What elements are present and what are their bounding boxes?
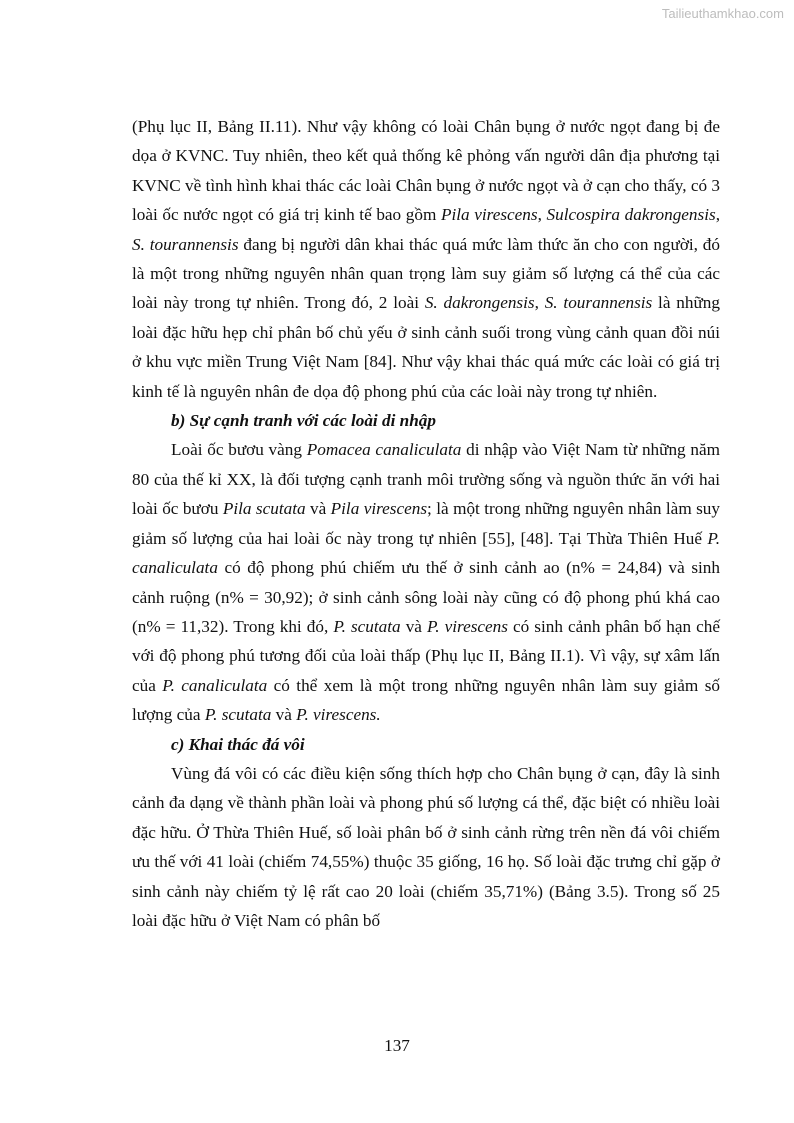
species-name: S. dakrongensis xyxy=(424,293,535,313)
text-run: là những loài đặc hữu hẹp chỉ phân bố chủ yếu ở sinh cảnh suối trong vùng cảnh quan đồi núi ở khu vực miền Trung Việt Nam [84]. Như vậy khai thác quá mức các loài có giá trị kinh tế là nguyên nhân đe dọa độ phong phú của các loài này trong tự nhiên. xyxy=(132,293,720,401)
page-body xyxy=(132,112,720,935)
text-run: và xyxy=(400,616,427,636)
species-name: Pomacea canaliculata xyxy=(306,440,462,460)
species-name: Pila virescens xyxy=(330,499,428,519)
text-run: có thể xem là một trong những nguyên nhân làm suy giảm số lượng của xyxy=(132,675,720,725)
text-run: (Phụ lục II, Bảng II.11). Như vậy không có loài Chân bụng ở nước ngọt đang bị đe dọa ở KVNC. Tuy nhiên, theo kết quả thống kê phỏng vấn người dân địa phương tại KVNC về tình hình khai thác các loài Chân bụng ở nước ngọt và ở cạn cho thấy, có 3 loài ốc nước ngọt có giá trị kinh tế bao gồm xyxy=(132,117,720,225)
species-name: P. virescens. xyxy=(296,705,381,725)
text-run: có độ phong phú chiếm ưu thế ở sinh cảnh ao (n% = 24,84) và sinh cảnh ruộng (n% = 30,92); ở sinh cảnh sông loài này cũng có độ phong phú khá cao (n% = 11,32). Trong khi đó, xyxy=(132,558,720,636)
body-paragraph xyxy=(132,435,720,729)
species-name: P. canaliculata xyxy=(132,528,720,578)
watermark: Tailieuthamkhao.com xyxy=(661,6,784,21)
text-run: , xyxy=(537,205,547,225)
text-run: và xyxy=(271,705,297,725)
text-run: Loài ốc bươu vàng xyxy=(171,440,307,460)
text-run: ; là một trong những nguyên nhân làm suy giảm số lượng của hai loài ốc này trong tự nhiên [55], [48]. Tại Thừa Thiên Huế xyxy=(132,499,720,548)
text-run: Vùng đá vôi có các điều kiện sống thích hợp cho Chân bụng ở cạn, đây là sinh cảnh đa dạng về thành phần loài và phong phú số lượng cá thể, đặc biệt có nhiều loài đặc hữu. Ở Thừa Thiên Huế, số loài phân bố ở sinh cảnh rừng trên nền đá vôi chiếm ưu thế với 41 loài (chiếm 74,55%) thuộc 35 giống, 16 họ. Số loài đặc trưng chỉ gặp ở sinh cảnh này chiếm tỷ lệ rất cao 20 loài (chiếm 35,71%) (Bảng 3.5). Trong số 25 loài đặc hữu ở Việt Nam có phân bố xyxy=(132,763,720,930)
text-run: c) Khai thác đá vôi xyxy=(171,734,305,754)
species-name: P. virescens xyxy=(426,616,508,636)
species-name: S. tourannensis xyxy=(132,234,239,254)
body-paragraph xyxy=(132,759,720,935)
species-name: P. scutata xyxy=(333,616,401,636)
text-run: di nhập vào Việt Nam từ những năm 80 của thế kỉ XX, là đối tượng cạnh tranh môi trường sống và nguồn thức ăn với hai loài ốc bươu xyxy=(132,440,720,519)
section-heading xyxy=(132,406,720,435)
species-name: P. canaliculata xyxy=(162,675,268,695)
species-name: Sulcospira dakrongensis xyxy=(546,205,716,225)
page-number: 137 xyxy=(384,1036,410,1055)
text-run: đang bị người dân khai thác quá mức làm thức ăn cho con người, đó là một trong những nguyên nhân quan trọng làm suy giảm số lượng cá thể của các loài này trong tự nhiên. Trong đó, 2 loài xyxy=(132,234,720,313)
text-run: , xyxy=(534,293,545,313)
species-name: P. scutata xyxy=(204,705,272,725)
text-run: , xyxy=(715,205,720,225)
section-heading xyxy=(132,730,720,759)
species-name: Pila scutata xyxy=(222,499,306,519)
species-name: Pila virescens xyxy=(440,205,538,225)
text-run: có sinh cảnh phân bố hạn chế với độ phong phú tương đối của loài thấp (Phụ lục II, Bảng II.1). Vì vậy, sự xâm lấn của xyxy=(132,616,720,695)
text-run: b) Sự cạnh tranh với các loài di nhập xyxy=(171,411,436,431)
species-name: S. tourannensis xyxy=(544,293,653,313)
text-run: và xyxy=(305,499,331,519)
body-paragraph xyxy=(132,112,720,406)
